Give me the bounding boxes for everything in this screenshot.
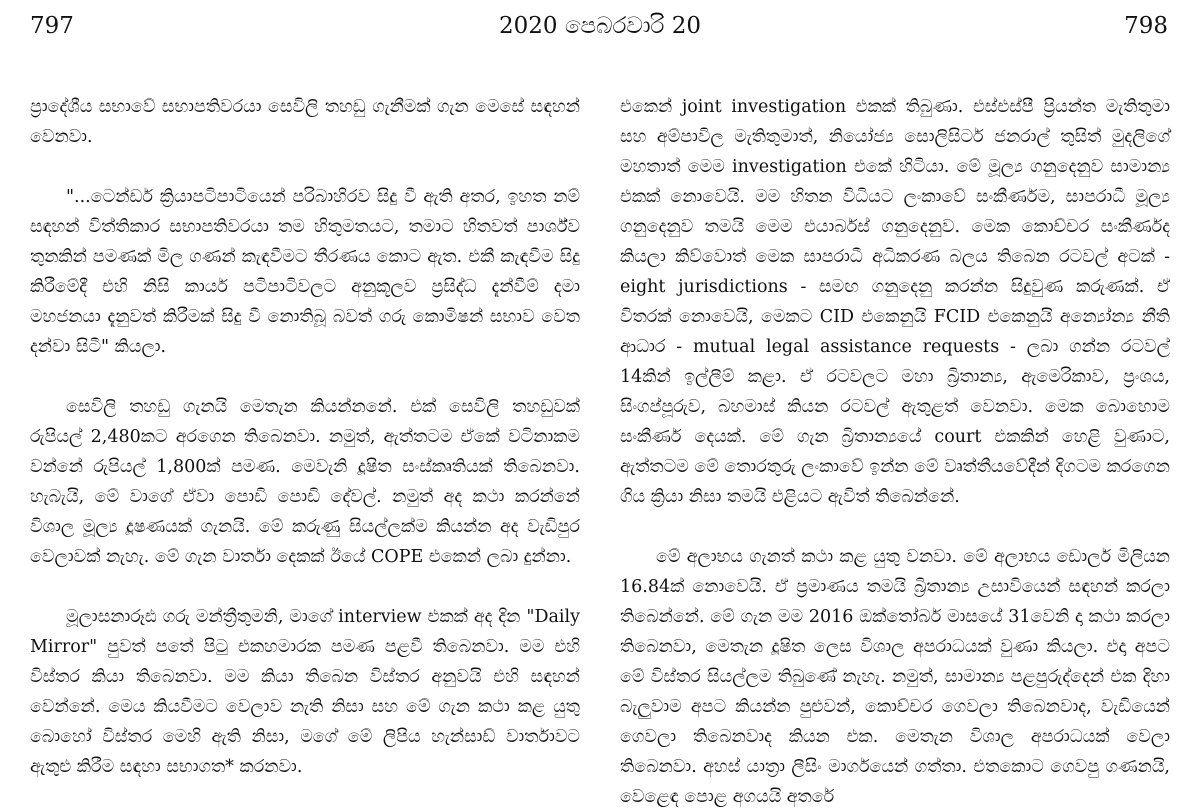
session-date: 2020 පෙබරවාරි 20 (499, 13, 701, 39)
left-page-number: 797 (30, 13, 74, 39)
left-column (30, 92, 580, 782)
paragraph: මේ අලාභය ගැනත් කථා කළ යුතු වනවා. මේ අලාභය ඩොලර් මිලියන 16.84ක් නොවෙයි. ඒ ප්‍රමාණය තමයි බ්‍රිතාන්‍ය උසාවියෙන් සඳහන් කරලා තිබෙන්නේ. මේ ගැන මම 2016 ඔක්තෝබර් මාසයේ 31වෙනි දා කථා කරලා තිබෙනවා, මෙතැන දූෂිත ලෙස විශාල අපරාධයක් වුණා කියලා. එදා අපට මේ විස්තර සියල්ලම තිබුණේ නැහැ. නමුත්, සාමාන්‍ය පළපුරුද්දෙන් එක දිහා බැලුවාම අපට කියන්න පුළුවන්, කොච්චර ගෙවලා තිබෙනවාද, වැඩියෙන් ගෙවලා තිබෙනවාද කියන එක. මෙතැන විශාල අපරාධයක් වෙලා තිබෙනවා. අහස් යාත්‍රා ලීසිං මාර්ගයෙන් ගත්තා. එතකොට ගෙවපු ගණනයි, වෙළෙඳ පොළ අගයයි අතරේ (620, 547, 1170, 807)
quoted-paragraph: "...ටෙන්ඩර් ක්‍රියාපටිපාටියෙන් පරිබාහිරව සිදු වී ඇති අතර, ඉහත නම් සඳහන් විත්තිකාර සභාපතිවරයා තම හිතුමතයට, තමාට හිතවත් පාර්ශ්ව තුනකින් පමණක් මිල ගණන් කැඳවීමට තීරණය කොට ඇත. එකී කැඳවීම සිදු කිරීමේදී එහි නිසි කාර්ය පටිපාටිවලට අනුකූලව ප්‍රසිද්ධ දැන්වීම් දමා මහජනයා දැනුවත් කිරීමක් සිදු වී නොතිබූ බවත් ගරු කොමිෂන් සභාව වෙත දන්වා සිටී" කියලා. (30, 187, 580, 357)
paragraph: එකෙන් joint investigation එකක් තිබුණා. එස්එස්පී ප්‍රියන්ත මැතිතුමා සහ අම්පාවිල මැතිතුමාත්, නියෝජ්‍ය සොලිසිටර් ජනරාල් තුසිත් මුදලිගේ මහතාත් මෙම investigation එකේ හිටියා. මේ මූල්‍ය ගනුදෙනුව සාමාන්‍ය එකක් නොවෙයි. මම හිතන විධියට ලංකාවේ සංකීර්ණම, සාපරාධී මූල්‍ය ගනුදෙනුව තමයි මෙම එයාර්බස් ගනුදෙනුව. මෙක කොච්චර සංකීර්ණද කියලා කිව්වොත් මෙක සාපරාධී අධිකරණ බලය තිබෙන රටවල් අටක් - eight jurisdictions - සමඟ ගනුදෙනු කරන්න සිදුවුණ කරුණක්. ඒ විතරක් නොවෙයි, මෙකට CID එකෙනුයි FCID එකෙනුයි අන්‍යෝන්‍ය නීති ආධාර - mutual legal assistance requests - ලබා ගන්න රටවල් 14කින් ඉල්ලීම් කළා. ඒ රටවලට මහා බ්‍රිතාන්‍ය, ඇමෙරිකාව, ප්‍රංශය, සිංගප්පූරුව, බහමාස් කියන රටවල් ඇතුළත් වෙනවා. මෙක බොහොම සංකීර්ණ දෙයක්. මේ ගැන බ්‍රිතාන්‍යයේ court එකකින් හෙළි වුණාට, ඇත්තටම මේ තොරතුරු ලංකාවේ ඉන්න මේ වෘත්තීයවේදීන් දිගටම කරගෙන ගිය ක්‍රියා නිසා තමයි එළියට ඇවිත් තිබෙන්නේ. (620, 97, 1170, 507)
paragraph: මූලාසනාරූඪ ගරු මන්ත්‍රීතුමනි, මාගේ interview එකක් අද දින "Daily Mirror" පුවත් පතේ පිටු එකහමාරක පමණ පළවී තිබෙනවා. මම එහි විස්තර කියා තිබෙනවා. මම කියා තිබෙන විස්තර අනුවයි එහි සඳහන් වෙන්නේ. මෙය කියවීමට වෙලාව නැති නිසා සහ මේ ගැන කථා කළ යුතු බොහෝ විස්තර මෙහි ඇති නිසා, මගේ මේ ලිපිය හැන්සාඩ් වාර්තාවට ඇතුළු කිරීම සඳහා සභාගත* කරනවා. (30, 607, 580, 777)
paragraph: සෙවිලි තහඩු ගැනයි මෙතැන කියන්නනේ. එක් සෙවිලි තහඩුවක් රුපියල් 2,480කට අරගෙන තිබෙනවා. නමුත්, ඇත්තටම ඒකේ වටිනාකම වන්නේ රුපියල් 1,800ක් පමණ. මෙවැනි දූෂිත සංස්කෘතියක් තිබෙනවා. හැබැයි, මේ වාගේ ඒවා පොඩි පොඩි දේවල්. නමුත් අද කථා කරන්නේ විශාල මූල්‍ය දූෂණයක් ගැනයි. මේ කරුණු සියල්ලක්ම කියන්න අද වැඩිපුර වෙලාවක් නැහැ. මේ ගැන වාර්තා දෙකක් ඊයේ COPE එකෙන් ලබා දුන්නා. (30, 397, 580, 567)
right-page-number: 798 (1124, 13, 1168, 39)
right-column (620, 92, 1170, 812)
paragraph: ප්‍රාදේශීය සභාවේ සභාපතිවරයා සෙවිලි තහඩු ගැනීමක් ගැන මෙසේ සඳහන් වෙනවා. (30, 97, 580, 147)
